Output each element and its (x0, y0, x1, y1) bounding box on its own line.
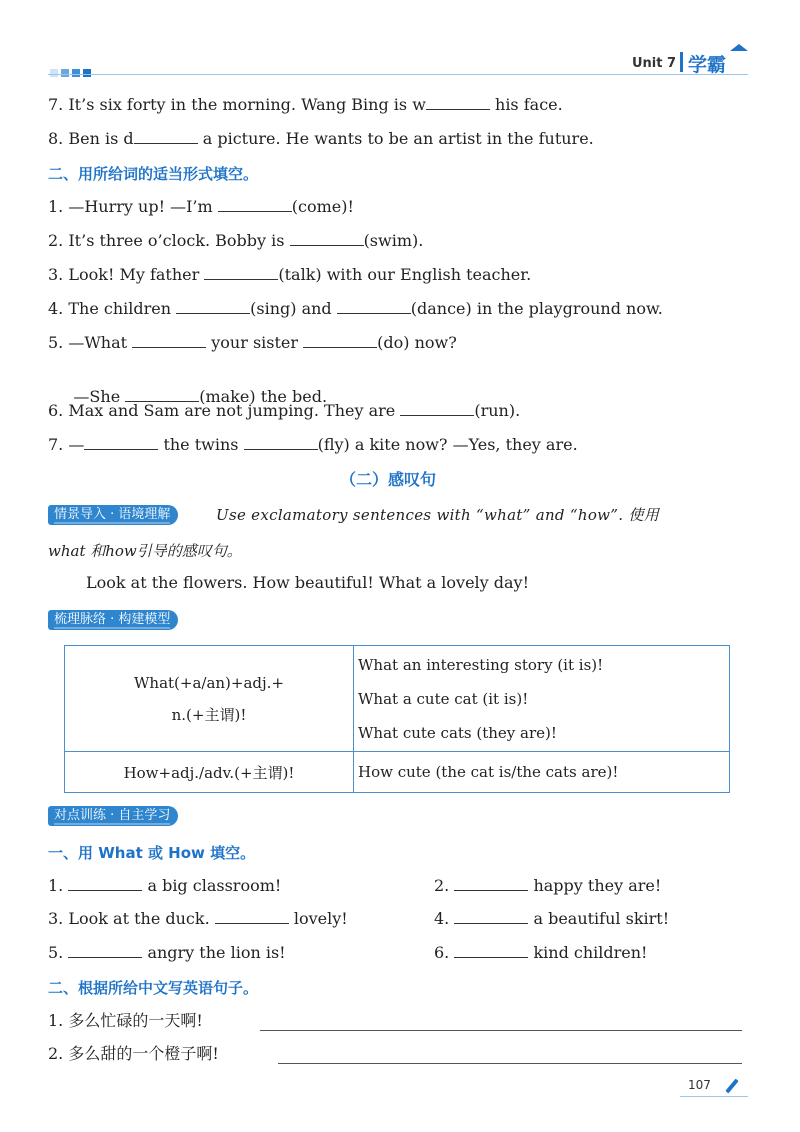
question-text: 8. Ben is d (48, 129, 134, 148)
item-text: 1. —Hurry up! —I’m (48, 197, 218, 216)
item-text: (sing) and (250, 299, 337, 318)
pencil-icon (725, 1079, 738, 1094)
item-text: Look at the duck. (68, 909, 215, 928)
fill-item-2 (48, 231, 423, 251)
item-text: 3. Look! My father (48, 265, 205, 284)
header-squares (50, 62, 91, 81)
item-text: (talk) with our English teacher. (278, 265, 532, 284)
answer-blank[interactable] (68, 943, 142, 958)
pattern-text: n.(+主谓)! (171, 705, 247, 724)
translate-answer-line-2[interactable] (278, 1063, 742, 1064)
item-text: 2. It’s three o’clock. Bobby is (48, 231, 290, 250)
translate-answer-line-1[interactable] (260, 1030, 742, 1031)
item-text: the twins (158, 435, 244, 454)
practice-item-1 (48, 876, 281, 896)
fill-item-6 (48, 401, 520, 421)
item-text: 7. — (48, 435, 85, 454)
fill-item-1 (48, 197, 354, 217)
header-rule (48, 74, 748, 75)
answer-blank[interactable] (84, 435, 158, 450)
practice-item-3 (48, 909, 348, 929)
answer-blank[interactable] (125, 387, 199, 402)
table-cell: How+adj./adv.(+主谓)! (65, 752, 354, 793)
answer-blank[interactable] (132, 333, 206, 348)
answer-blank[interactable] (204, 265, 278, 280)
model-tag (48, 610, 178, 630)
table-row (65, 752, 730, 793)
answer-blank[interactable] (68, 876, 142, 891)
square-mid2 (72, 69, 80, 77)
answer-blank[interactable] (215, 909, 289, 924)
fill-item-5 (48, 333, 457, 353)
item-text: happy they are! (528, 876, 662, 895)
item-text: (fly) a kite now? —Yes, they are. (317, 435, 578, 454)
answer-blank[interactable] (218, 197, 292, 212)
translate-item-1: 1. 多么忙碌的一天啊! (48, 1011, 203, 1030)
item-number: 4. (434, 909, 450, 928)
item-text: kind children! (528, 943, 648, 962)
logo-bar (680, 52, 683, 72)
item-text: a big classroom! (142, 876, 282, 895)
question-text: a picture. He wants to be an artist in the future. (197, 129, 594, 148)
practice-item-6 (434, 943, 647, 963)
item-text: 6. Max and Sam are not jumping. They are (48, 401, 401, 420)
item-text: lovely! (288, 909, 348, 928)
grammar-table (64, 645, 730, 793)
item-text: (make) the bed. (199, 387, 328, 406)
tag-label: 梳理脉络 · 构建模型 (54, 612, 171, 627)
answer-blank[interactable] (303, 333, 377, 348)
fill-item-3 (48, 265, 531, 285)
answer-blank[interactable] (290, 231, 364, 246)
intro-line1: Use exclamatory sentences with “what” and “how”. 使用 (216, 506, 659, 524)
practice-item-5 (48, 943, 286, 963)
item-number: 6. (434, 943, 450, 962)
answer-blank[interactable] (454, 876, 528, 891)
answer-blank[interactable] (134, 129, 198, 144)
section-title: 二、用所给词的适当形式填空。 (48, 165, 259, 183)
fill-item-7 (48, 435, 578, 455)
question-text: his face. (489, 95, 563, 114)
practice-item-2 (434, 876, 661, 896)
square-light (50, 69, 58, 77)
unit-label: Unit 7 (632, 56, 677, 71)
item-number: 5. (48, 943, 64, 962)
item-text: (run). (474, 401, 521, 420)
item-text: (dance) in the playground now. (410, 299, 663, 318)
page-number: 107 (688, 1078, 711, 1092)
grad-cap-icon (730, 44, 748, 51)
item-text: —She (58, 387, 126, 406)
item-text: your sister (206, 333, 304, 352)
item-text: angry the lion is! (142, 943, 286, 962)
item-text: (do) now? (377, 333, 457, 352)
question-text: 7. It’s six forty in the morning. Wang Bing is w (48, 95, 426, 114)
item-number: 1. (48, 876, 64, 895)
practice-tag (48, 806, 178, 826)
part-title: （二）感叹句 (340, 470, 437, 489)
tag-label: 对点训练 · 自主学习 (54, 808, 171, 823)
answer-blank[interactable] (176, 299, 250, 314)
item-number: 2. (434, 876, 450, 895)
answer-blank[interactable] (337, 299, 411, 314)
fill-item-4 (48, 299, 663, 319)
item-text: 4. The children (48, 299, 177, 318)
example-text: What an interesting story (it is)! (358, 655, 604, 674)
item-number: 3. (48, 909, 64, 928)
question-8 (48, 129, 594, 149)
tag-label: 情景导入 · 语境理解 (54, 507, 171, 522)
square-mid (61, 69, 69, 77)
item-text: 5. —What (48, 333, 133, 352)
question-7 (48, 95, 563, 115)
table-row (65, 646, 730, 752)
item-text: a beautiful skirt! (528, 909, 670, 928)
answer-blank[interactable] (400, 401, 474, 416)
practice-title: 一、用 What 或 How 填空。 (48, 844, 256, 862)
table-cell (354, 646, 730, 752)
practice-item-4 (434, 909, 669, 929)
answer-blank[interactable] (244, 435, 318, 450)
translate-title: 二、根据所给中文写英语句子。 (48, 979, 259, 997)
example-text: What a cute cat (it is)! (358, 689, 529, 708)
item-text: (come)! (291, 197, 354, 216)
answer-blank[interactable] (454, 943, 528, 958)
answer-blank[interactable] (426, 95, 490, 110)
intro-tag (48, 505, 178, 525)
logo: 学霸 (688, 54, 727, 76)
example-text: What cute cats (they are)! (358, 723, 557, 742)
table-cell (65, 646, 354, 752)
intro-example: Look at the flowers. How beautiful! What a lovely day! (86, 573, 530, 592)
intro-line2: what 和how引导的感叹句。 (48, 542, 242, 560)
answer-blank[interactable] (454, 909, 528, 924)
item-text: (swim). (363, 231, 424, 250)
translate-item-2: 2. 多么甜的一个橙子啊! (48, 1044, 219, 1063)
footer-rule (680, 1096, 748, 1097)
square-dark (83, 69, 91, 77)
pattern-text: What(+a/an)+adj.+ (133, 673, 285, 692)
table-cell: How cute (the cat is/the cats are)! (354, 752, 730, 793)
